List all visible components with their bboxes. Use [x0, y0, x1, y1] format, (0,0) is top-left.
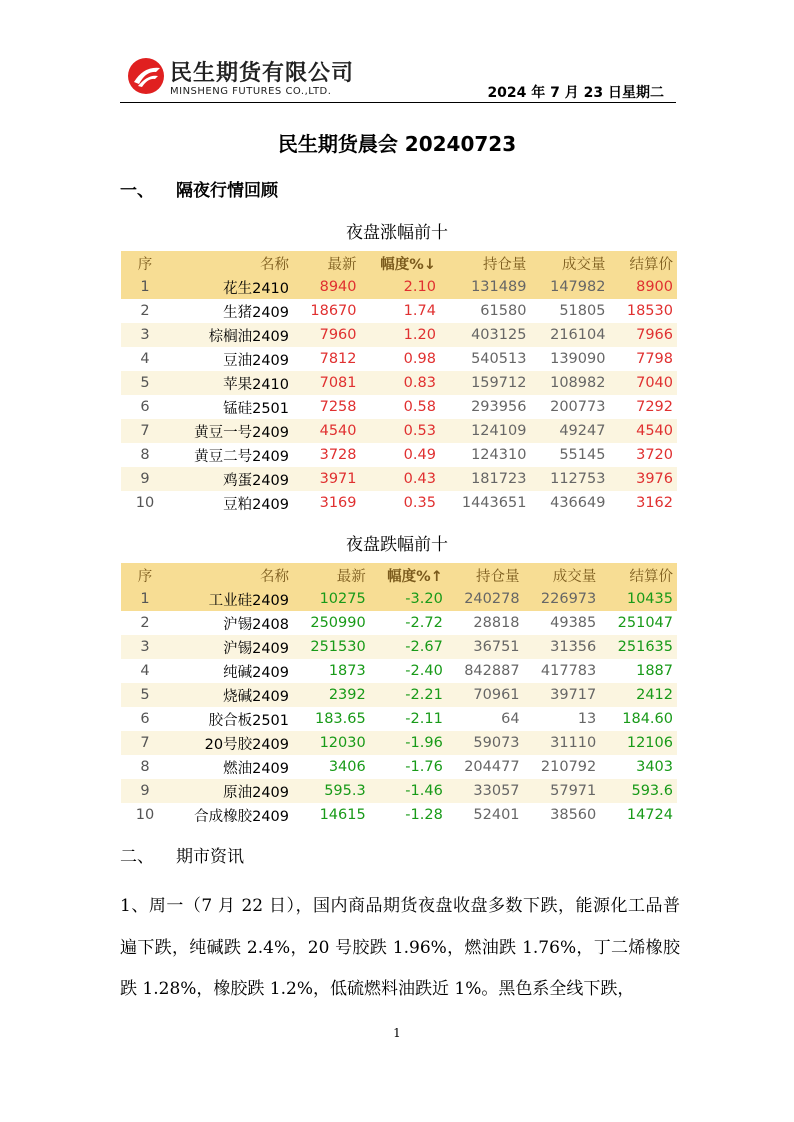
table-cell: 9: [121, 467, 169, 491]
table-row: [121, 491, 677, 515]
table-cell: 3: [121, 635, 169, 659]
table-row: [121, 635, 677, 659]
table-cell: 204477: [464, 759, 520, 775]
table-cell: 184.60: [622, 711, 673, 727]
table-row: [121, 707, 677, 731]
table-cell: -1.96: [370, 731, 447, 755]
table-cell: 0.49: [403, 447, 436, 463]
table-cell: 33057: [447, 779, 524, 803]
table-cell: 3403: [636, 759, 673, 775]
page-number: 1: [393, 1026, 401, 1040]
table-cell: 5: [121, 683, 169, 707]
section-number: 一、: [120, 181, 154, 201]
table-cell: 黄豆二号2409: [194, 448, 289, 465]
table-cell: 181723: [440, 467, 531, 491]
document-title: 民生期货晨会 20240723: [277, 132, 517, 156]
section-number: 二、: [120, 847, 154, 867]
table-cell: 124109: [440, 419, 531, 443]
table-cell: 2: [140, 615, 150, 631]
table-cell: 70961: [447, 683, 524, 707]
table-cell: 生猪2409: [223, 304, 289, 321]
report-date: 2024 年 7 月 23 日星期二: [487, 85, 664, 101]
table-cell: 3976: [609, 467, 677, 491]
table-cell: -2.11: [405, 711, 443, 727]
table-cell: 7: [121, 419, 169, 443]
table-cell: 13: [577, 711, 597, 727]
losers-table: [121, 563, 677, 827]
table-cell: 4540: [293, 419, 361, 443]
table-cell: 57971: [524, 779, 601, 803]
table-cell: 7292: [636, 399, 673, 415]
table-cell: 293956: [471, 399, 527, 415]
table-cell: 8: [140, 447, 150, 463]
table-cell: 14724: [626, 807, 673, 823]
table-cell: 黄豆一号2409: [169, 419, 293, 443]
table-cell: 59073: [447, 731, 524, 755]
table-cell: 417783: [540, 663, 597, 679]
table-cell: 3169: [319, 495, 357, 511]
column-header: 序: [121, 251, 169, 275]
table-cell: 593.6: [600, 779, 677, 803]
table-row: [121, 395, 677, 419]
table-cell: 52401: [473, 807, 520, 823]
table-cell: -2.40: [405, 663, 443, 679]
table-cell: 14615: [319, 807, 366, 823]
table-cell: 0.43: [361, 467, 440, 491]
table-cell: 燃油2409: [223, 760, 289, 777]
table-cell: 棕榈油2409: [169, 323, 293, 347]
column-header: 结算价: [600, 563, 677, 587]
table-cell: 工业硅2409: [169, 587, 293, 611]
table-cell: 8900: [609, 275, 677, 299]
table-cell: 226973: [524, 587, 601, 611]
company-name-cn: 民生期货有限公司: [170, 61, 355, 86]
table-cell: -1.28: [405, 807, 443, 823]
table-cell: 10: [135, 495, 155, 511]
table-header-row: [121, 563, 677, 587]
table-cell: 4: [140, 351, 150, 367]
table-cell: 842887: [464, 663, 520, 679]
table-cell: -1.46: [370, 779, 447, 803]
table-cell: 0.35: [403, 495, 436, 511]
table-row: [121, 299, 677, 323]
table-cell: 28818: [473, 615, 520, 631]
table-cell: 4540: [609, 419, 677, 443]
table-cell: 31356: [524, 635, 601, 659]
section-heading-1: [120, 176, 278, 201]
table-row: [121, 587, 677, 611]
table-cell: 112753: [530, 467, 609, 491]
table-cell: 0.98: [403, 351, 436, 367]
table-cell: 183.65: [314, 711, 366, 727]
table-cell: 10: [135, 807, 155, 823]
column-header: 序: [121, 563, 169, 587]
table-cell: 鸡蛋2409: [169, 467, 293, 491]
table-cell: -2.72: [405, 615, 443, 631]
table-cell: 139090: [550, 351, 606, 367]
logo-icon: [126, 56, 166, 96]
table-cell: 7: [121, 731, 169, 755]
section-title: 期市资讯: [176, 847, 244, 867]
gainers-caption: 夜盘涨幅前十: [346, 223, 448, 243]
table-cell: 1887: [636, 663, 673, 679]
section-title: 隔夜行情回顾: [176, 181, 278, 201]
table-cell: 39717: [524, 683, 601, 707]
table-cell: -1.76: [405, 759, 443, 775]
table-row: [121, 347, 677, 371]
table-cell: 8: [140, 759, 150, 775]
table-cell: 7081: [293, 371, 361, 395]
table-cell: 8940: [293, 275, 361, 299]
table-cell: 10435: [600, 587, 677, 611]
table-cell: 1443651: [461, 495, 527, 511]
table-cell: 20号胶2409: [169, 731, 293, 755]
table-cell: 18530: [626, 303, 673, 319]
table-cell: 250990: [310, 615, 366, 631]
table-cell: 5: [121, 371, 169, 395]
table-row: [121, 683, 677, 707]
table-cell: 159712: [440, 371, 531, 395]
table-row: [121, 659, 677, 683]
column-header: 持仓量: [440, 251, 531, 275]
table-cell: 200773: [550, 399, 606, 415]
column-header: 持仓量: [447, 563, 524, 587]
table-row: [121, 755, 677, 779]
table-cell: 7040: [609, 371, 677, 395]
table-cell: 6: [140, 399, 150, 415]
table-cell: 7812: [319, 351, 357, 367]
table-cell: 12106: [600, 731, 677, 755]
table-row: [121, 371, 677, 395]
column-header: 成交量: [530, 251, 609, 275]
table-cell: 7798: [636, 351, 673, 367]
company-name-en: MINSHENG FUTURES CO.,LTD.: [170, 86, 332, 97]
gainers-table: [121, 251, 677, 515]
table-cell: 240278: [447, 587, 524, 611]
table-cell: 540513: [471, 351, 527, 367]
table-cell: 4: [140, 663, 150, 679]
table-cell: 3971: [293, 467, 361, 491]
table-cell: 251635: [600, 635, 677, 659]
table-cell: 251047: [617, 615, 673, 631]
table-cell: 花生2410: [169, 275, 293, 299]
table-cell: 403125: [440, 323, 531, 347]
table-cell: 1873: [328, 663, 366, 679]
table-cell: 64: [501, 711, 520, 727]
table-cell: 纯碱2409: [223, 664, 289, 681]
table-cell: 147982: [530, 275, 609, 299]
table-row: [121, 275, 677, 299]
section-heading-2: [120, 842, 244, 867]
table-cell: 胶合板2501: [208, 712, 289, 729]
company-logo: [126, 56, 386, 100]
table-row: [121, 803, 677, 827]
table-cell: 豆粕2409: [223, 496, 289, 513]
table-cell: 18670: [310, 303, 357, 319]
table-cell: 苹果2410: [169, 371, 293, 395]
table-cell: -3.20: [370, 587, 447, 611]
column-header: 幅度%↑: [370, 563, 447, 587]
table-cell: 49247: [530, 419, 609, 443]
table-header-row: [121, 251, 677, 275]
column-header: 幅度%↓: [361, 251, 440, 275]
table-cell: 2: [140, 303, 150, 319]
table-cell: 108982: [530, 371, 609, 395]
column-header: 结算价: [609, 251, 677, 275]
table-cell: 1.20: [361, 323, 440, 347]
table-cell: 31110: [524, 731, 601, 755]
page-header: [120, 54, 676, 103]
table-cell: 0.53: [361, 419, 440, 443]
table-cell: 豆油2409: [223, 352, 289, 369]
table-cell: 合成橡胶2409: [194, 808, 289, 825]
table-cell: -2.67: [370, 635, 447, 659]
table-row: [121, 419, 677, 443]
column-header: 名称: [169, 563, 293, 587]
table-cell: 锰硅2501: [223, 400, 289, 417]
table-cell: 55145: [559, 447, 606, 463]
table-cell: 1.74: [403, 303, 436, 319]
table-cell: 124310: [471, 447, 527, 463]
column-header: 名称: [169, 251, 293, 275]
table-cell: -2.21: [370, 683, 447, 707]
losers-caption: 夜盘跌幅前十: [346, 535, 448, 555]
table-cell: 原油2409: [169, 779, 293, 803]
table-cell: 38560: [550, 807, 597, 823]
table-cell: 沪锡2409: [169, 635, 293, 659]
table-cell: 595.3: [293, 779, 370, 803]
table-cell: 51805: [559, 303, 606, 319]
table-row: [121, 443, 677, 467]
table-cell: 烧碱2409: [169, 683, 293, 707]
table-cell: 2392: [293, 683, 370, 707]
table-cell: 3406: [328, 759, 366, 775]
table-cell: 210792: [540, 759, 597, 775]
table-cell: 3720: [636, 447, 673, 463]
table-cell: 7258: [319, 399, 357, 415]
table-cell: 3162: [636, 495, 673, 511]
table-cell: 9: [121, 779, 169, 803]
table-row: [121, 731, 677, 755]
table-cell: 3: [121, 323, 169, 347]
column-header: 成交量: [524, 563, 601, 587]
table-cell: 61580: [480, 303, 527, 319]
table-cell: 0.58: [403, 399, 436, 415]
table-cell: 36751: [447, 635, 524, 659]
table-cell: 216104: [530, 323, 609, 347]
table-cell: 12030: [293, 731, 370, 755]
table-row: [121, 323, 677, 347]
table-cell: 1: [121, 275, 169, 299]
table-cell: 436649: [550, 495, 606, 511]
table-cell: 沪锡2408: [223, 616, 289, 633]
table-cell: 3728: [319, 447, 357, 463]
table-cell: 2.10: [361, 275, 440, 299]
news-paragraph: 1、周一（7 月 22 日），国内商品期货夜盘收盘多数下跌，能源化工品普遍下跌，纯碱跌 2.4%，20 号胶跌 1.96%，燃油跌 1.76%，丁二烯橡胶跌 1.28%，橡胶跌 1.2%，低硫燃料油跌近 1%。黑色系全线下跌，: [120, 896, 680, 999]
table-row: [121, 467, 677, 491]
table-cell: 2412: [600, 683, 677, 707]
table-cell: 10275: [293, 587, 370, 611]
table-row: [121, 611, 677, 635]
table-cell: 6: [140, 711, 150, 727]
table-cell: 1: [121, 587, 169, 611]
column-header: 最新: [293, 251, 361, 275]
table-row: [121, 779, 677, 803]
table-cell: 131489: [440, 275, 531, 299]
table-cell: 7960: [293, 323, 361, 347]
table-cell: 49385: [550, 615, 597, 631]
table-cell: 0.83: [361, 371, 440, 395]
table-cell: 251530: [293, 635, 370, 659]
table-cell: 7966: [609, 323, 677, 347]
column-header: 最新: [293, 563, 370, 587]
